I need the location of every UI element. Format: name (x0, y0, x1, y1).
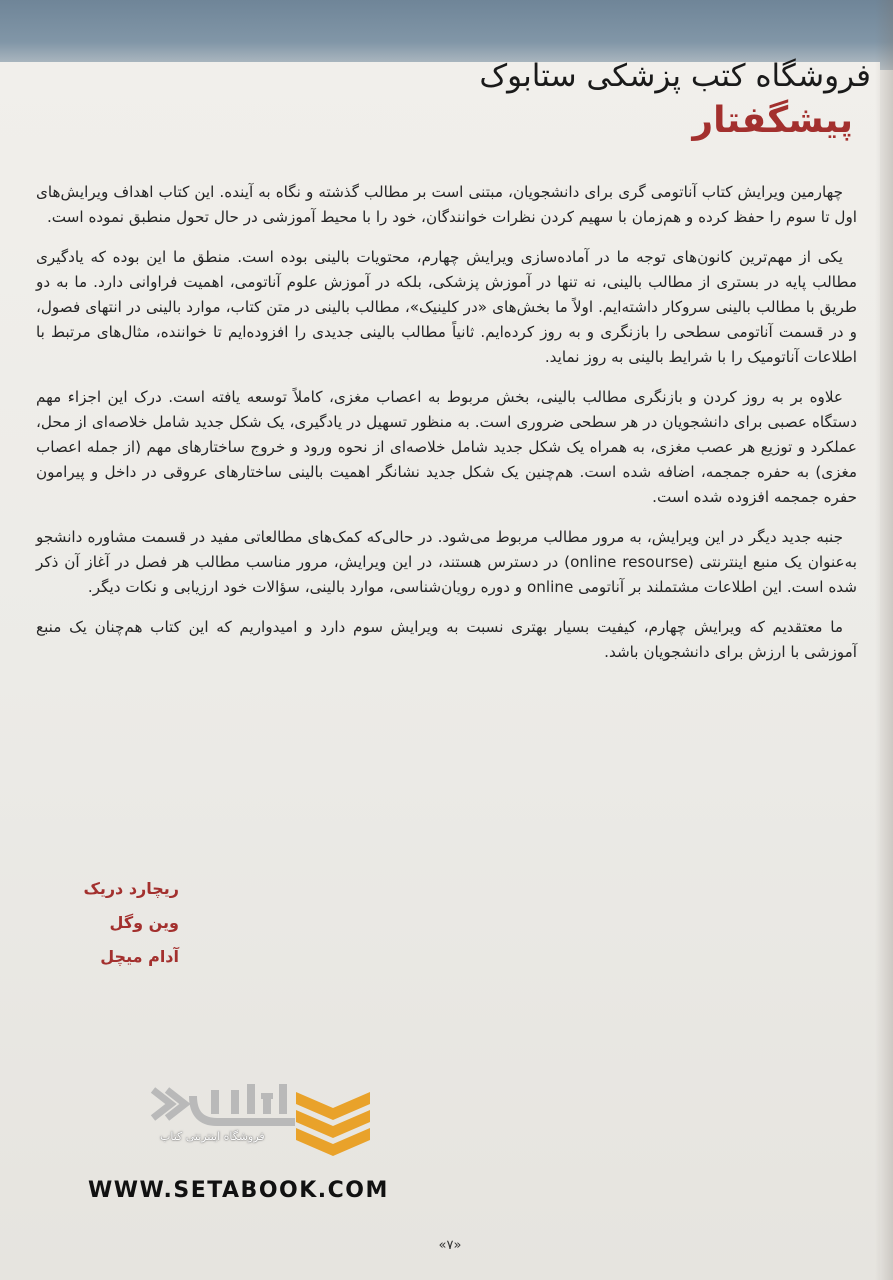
paragraph: علاوه بر به روز کردن و بازنگری مطالب بالینی، بخش مربوط به اعصاب مغزی، کاملاً توسعه یافته است. درک این اجزاء مهم دستگاه عصبی برای دانشجویان در هر سطحی ضروری است. به منظور تسهیل در یادگیری، یک شکل جدید شامل خلاصه‌ای از محل، عملکرد و توزیع هر عصب مغزی، به همراه یک شکل جدید شامل خلاصه‌ای از نحوه ورود و خروج ساختارهای مهم (از جمله اعصاب مغزی) به حفره جمجمه، اضافه شده است. هم‌چنین یک شکل جدید نشانگر اهمیت بالینی ساختارهای عروقی در داخل و پیرامون حفره جمجمه افزوده شده است. (36, 388, 857, 506)
page-edge-shadow (875, 0, 893, 1280)
author-name: آدام میچل (100, 947, 179, 966)
paragraph: ما معتقدیم که ویرایش چهارم، کیفیت بسیار بهتری نسبت به ویرایش سوم دارد و امیدواریم که این کتاب هم‌چنان یک منبع آموزشی با ارزش برای دانشجویان باشد. (36, 618, 857, 661)
logo-tagline: فروشگاه اینترنتی کتاب (160, 1130, 265, 1143)
paragraph: یکی از مهم‌ترین کانون‌های توجه ما در آماده‌سازی ویرایش چهارم، محتویات بالینی بوده است. منطق ما این بوده که یادگیری مطالب پایه در بستری از مطالب بالینی، نه تنها در آموزش پزشکی، بلکه در آموزش علوم آناتومی، اهمیت فراوانی دارد. ما به دو طریق با مطالب بالینی سروکار داشته‌ایم. اولاً ما بخش‌های «در کلینیک»، مطالب بالینی در متن کتاب، موارد بالینی در انتهای فصول، و در قسمت آناتومی سطحی را بازنگری و به روز کرده‌ایم. ثانیاً مطالب بالینی جدیدی را افزوده‌ایم تا خواننده، مثال‌های مرتبط با اطلاعات آناتومیک را با شرایط بالینی به روز نماید. (36, 248, 857, 366)
website-url: WWW.SETABOOK.COM (88, 1178, 389, 1203)
book-emblem-icon (288, 1086, 378, 1158)
author-name: وین وگل (109, 913, 179, 932)
paragraph: چهارمین ویرایش کتاب آناتومی گری برای دانشجویان، مبتنی است بر مطالب گذشته و نگاه به آینده. این کتاب اهداف ویرایش‌های اول تا سوم را حفظ کرده و هم‌زمان با سهیم کردن نظرات خوانندگان، خود را با محیط آموزشی در حال تحول منطبق نموده است. (36, 183, 857, 226)
page-number: «۷» (438, 1238, 462, 1253)
author-list (19, 872, 179, 974)
setabook-logo (70, 1080, 390, 1210)
paragraph: جنبه جدید دیگر در این ویرایش، به مرور مطالب مربوط می‌شود. در حالی‌که کمک‌های مطالعاتی مفید در قسمت مشاوره دانشجو به‌عنوان یک منبع اینترنتی (online resourse) در دسترس هستند، در این ویرایش، مرور مناسب مطالب هر فصل در آغاز آن ذکر شده است. این اطلاعات مشتملند بر آناتومی online و دوره رویان‌شناسی، موارد بالینی، سؤالات خود ارزیابی و نکات دیگر. (36, 528, 857, 596)
author-name: ریچارد دریک (83, 879, 179, 898)
preface-text (36, 180, 857, 680)
page-heading: پیشگفتار (692, 100, 853, 141)
store-title: فروشگاه کتب پزشکی ستابوک (479, 58, 871, 94)
